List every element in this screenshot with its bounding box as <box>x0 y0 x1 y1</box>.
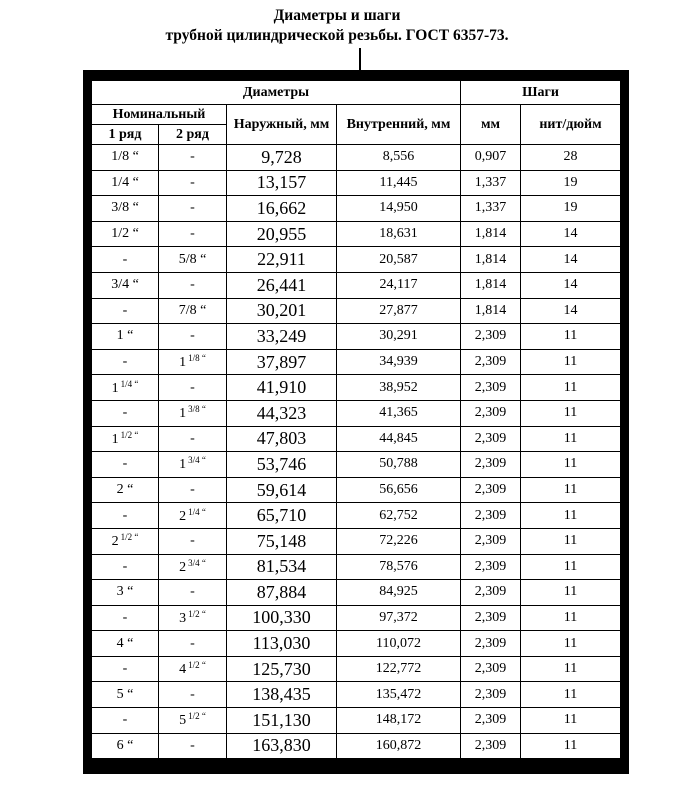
table-row <box>92 272 621 298</box>
threads-per-inch: 11 <box>521 528 621 554</box>
table-row <box>92 528 621 554</box>
table-row <box>92 605 621 631</box>
inner-diameter: 34,939 <box>337 349 461 375</box>
header-row1: 1 ряд <box>92 125 159 145</box>
row1-size: - <box>92 349 159 375</box>
inner-diameter: 78,576 <box>337 554 461 580</box>
pitch-mm: 2,309 <box>461 503 521 529</box>
pitch-mm: 2,309 <box>461 452 521 478</box>
outer-diameter: 75,148 <box>227 528 337 554</box>
row2-size: - <box>159 733 227 759</box>
threads-per-inch: 11 <box>521 554 621 580</box>
pitch-mm: 2,309 <box>461 400 521 426</box>
header-outer-diameter: Наружный, мм <box>227 105 337 145</box>
pitch-mm: 1,337 <box>461 170 521 196</box>
row1-size: 4 “ <box>92 631 159 657</box>
outer-diameter: 100,330 <box>227 605 337 631</box>
inner-diameter: 148,172 <box>337 708 461 734</box>
outer-diameter: 22,911 <box>227 247 337 273</box>
row2-size: 2 $^{1/4 “}$ <box>159 503 227 529</box>
table-row <box>92 426 621 452</box>
outer-diameter: 47,803 <box>227 426 337 452</box>
threads-per-inch: 11 <box>521 452 621 478</box>
table-row <box>92 324 621 350</box>
table-row <box>92 349 621 375</box>
table-body <box>92 145 621 759</box>
inner-diameter: 135,472 <box>337 682 461 708</box>
row2-size: - <box>159 682 227 708</box>
header-row2: 2 ряд <box>159 125 227 145</box>
pitch-mm: 1,337 <box>461 196 521 222</box>
threads-per-inch: 11 <box>521 733 621 759</box>
row2-size: 7/8 “ <box>159 298 227 324</box>
row2-size: 4 $^{1/2 “}$ <box>159 656 227 682</box>
inner-diameter: 50,788 <box>337 452 461 478</box>
pitch-mm: 2,309 <box>461 528 521 554</box>
pitch-mm: 2,309 <box>461 682 521 708</box>
row1-size: 3/4 “ <box>92 272 159 298</box>
pitch-mm: 2,309 <box>461 349 521 375</box>
row2-size: - <box>159 528 227 554</box>
threads-per-inch: 14 <box>521 247 621 273</box>
row2-size: - <box>159 145 227 171</box>
pitch-mm: 2,309 <box>461 631 521 657</box>
row1-size: - <box>92 554 159 580</box>
pitch-mm: 2,309 <box>461 324 521 350</box>
threads-per-inch: 11 <box>521 477 621 503</box>
row1-size: 1/8 “ <box>92 145 159 171</box>
row1-size: - <box>92 400 159 426</box>
threads-per-inch: 11 <box>521 426 621 452</box>
pitch-mm: 2,309 <box>461 733 521 759</box>
table-row <box>92 477 621 503</box>
header-diameters: Диаметры <box>92 81 461 105</box>
inner-diameter: 18,631 <box>337 221 461 247</box>
row2-size: - <box>159 170 227 196</box>
table-row <box>92 631 621 657</box>
row1-size: 3 “ <box>92 580 159 606</box>
inner-diameter: 97,372 <box>337 605 461 631</box>
header-pitch-tpi: нит/дюйм <box>521 105 621 145</box>
inner-diameter: 11,445 <box>337 170 461 196</box>
threads-per-inch: 28 <box>521 145 621 171</box>
pitch-mm: 1,814 <box>461 247 521 273</box>
outer-diameter: 59,614 <box>227 477 337 503</box>
row1-size: - <box>92 247 159 273</box>
row1-size: - <box>92 503 159 529</box>
table-row <box>92 503 621 529</box>
row2-size: - <box>159 426 227 452</box>
outer-diameter: 26,441 <box>227 272 337 298</box>
row2-size: - <box>159 324 227 350</box>
threads-per-inch: 11 <box>521 708 621 734</box>
header-pitches: Шаги <box>461 81 621 105</box>
outer-diameter: 138,435 <box>227 682 337 708</box>
table-row <box>92 145 621 171</box>
table-row <box>92 580 621 606</box>
row2-size: - <box>159 580 227 606</box>
threads-per-inch: 11 <box>521 503 621 529</box>
row1-size: - <box>92 298 159 324</box>
row2-size: 3 $^{1/2 “}$ <box>159 605 227 631</box>
pitch-mm: 2,309 <box>461 554 521 580</box>
threads-per-inch: 14 <box>521 298 621 324</box>
threads-per-inch: 11 <box>521 656 621 682</box>
row1-size: 5 “ <box>92 682 159 708</box>
row2-size: - <box>159 221 227 247</box>
table-row <box>92 452 621 478</box>
row2-size: 1 $^{3/8 “}$ <box>159 400 227 426</box>
outer-diameter: 65,710 <box>227 503 337 529</box>
threads-per-inch: 11 <box>521 682 621 708</box>
row2-size: - <box>159 477 227 503</box>
inner-diameter: 160,872 <box>337 733 461 759</box>
threads-per-inch: 11 <box>521 605 621 631</box>
outer-diameter: 87,884 <box>227 580 337 606</box>
outer-diameter: 53,746 <box>227 452 337 478</box>
outer-diameter: 13,157 <box>227 170 337 196</box>
header-pitch-mm: мм <box>461 105 521 145</box>
pitch-mm: 2,309 <box>461 426 521 452</box>
table-row <box>92 682 621 708</box>
row1-size: 6 “ <box>92 733 159 759</box>
page-title: Диаметры и шаги <box>273 7 401 24</box>
threads-per-inch: 19 <box>521 196 621 222</box>
inner-diameter: 30,291 <box>337 324 461 350</box>
inner-diameter: 38,952 <box>337 375 461 401</box>
inner-diameter: 8,556 <box>337 145 461 171</box>
table-row <box>92 375 621 401</box>
threads-per-inch: 14 <box>521 221 621 247</box>
title-connector-line <box>359 48 361 72</box>
row1-size: 3/8 “ <box>92 196 159 222</box>
row2-size: 5/8 “ <box>159 247 227 273</box>
row1-size: - <box>92 708 159 734</box>
pitch-mm: 2,309 <box>461 708 521 734</box>
threads-per-inch: 11 <box>521 375 621 401</box>
row1-size: 1 $^{1/2 “}$ <box>92 426 159 452</box>
row1-size: - <box>92 605 159 631</box>
pitch-mm: 2,309 <box>461 477 521 503</box>
threads-per-inch: 11 <box>521 400 621 426</box>
pitch-mm: 2,309 <box>461 656 521 682</box>
outer-diameter: 33,249 <box>227 324 337 350</box>
threads-per-inch: 14 <box>521 272 621 298</box>
table-row <box>92 400 621 426</box>
pitch-mm: 1,814 <box>461 221 521 247</box>
row2-size: 1 $^{3/4 “}$ <box>159 452 227 478</box>
row1-size: 2 $^{1/2 “}$ <box>92 528 159 554</box>
row2-size: - <box>159 631 227 657</box>
header-inner-diameter: Внутренний, мм <box>337 105 461 145</box>
table-row <box>92 196 621 222</box>
table-row <box>92 247 621 273</box>
inner-diameter: 41,365 <box>337 400 461 426</box>
table-row <box>92 170 621 196</box>
threads-per-inch: 11 <box>521 631 621 657</box>
header-nominal: Номинальный <box>92 105 227 125</box>
outer-diameter: 37,897 <box>227 349 337 375</box>
table-row <box>92 733 621 759</box>
outer-diameter: 9,728 <box>227 145 337 171</box>
row2-size: - <box>159 272 227 298</box>
inner-diameter: 14,950 <box>337 196 461 222</box>
row1-size: 1 $^{1/4 “}$ <box>92 375 159 401</box>
pitch-mm: 2,309 <box>461 375 521 401</box>
pitch-mm: 1,814 <box>461 298 521 324</box>
outer-diameter: 113,030 <box>227 631 337 657</box>
inner-diameter: 56,656 <box>337 477 461 503</box>
threads-per-inch: 11 <box>521 324 621 350</box>
outer-diameter: 20,955 <box>227 221 337 247</box>
outer-diameter: 125,730 <box>227 656 337 682</box>
outer-diameter: 163,830 <box>227 733 337 759</box>
pitch-mm: 2,309 <box>461 580 521 606</box>
outer-diameter: 81,534 <box>227 554 337 580</box>
row1-size: - <box>92 452 159 478</box>
inner-diameter: 110,072 <box>337 631 461 657</box>
row1-size: 1/4 “ <box>92 170 159 196</box>
row2-size: 1 $^{1/8 “}$ <box>159 349 227 375</box>
threads-per-inch: 11 <box>521 349 621 375</box>
outer-diameter: 41,910 <box>227 375 337 401</box>
thread-table <box>91 80 621 759</box>
row2-size: 2 $^{3/4 “}$ <box>159 554 227 580</box>
inner-diameter: 122,772 <box>337 656 461 682</box>
table-row <box>92 554 621 580</box>
table-row <box>92 298 621 324</box>
table-row <box>92 221 621 247</box>
row2-size: 5 $^{1/2 “}$ <box>159 708 227 734</box>
page-subtitle: трубной цилиндрической резьбы. ГОСТ 6357-73. <box>165 27 509 44</box>
table-row <box>92 708 621 734</box>
row1-size: 2 “ <box>92 477 159 503</box>
pitch-mm: 2,309 <box>461 605 521 631</box>
row1-size: - <box>92 656 159 682</box>
inner-diameter: 27,877 <box>337 298 461 324</box>
row1-size: 1/2 “ <box>92 221 159 247</box>
outer-diameter: 151,130 <box>227 708 337 734</box>
inner-diameter: 44,845 <box>337 426 461 452</box>
row2-size: - <box>159 375 227 401</box>
pitch-mm: 1,814 <box>461 272 521 298</box>
inner-diameter: 20,587 <box>337 247 461 273</box>
inner-diameter: 84,925 <box>337 580 461 606</box>
inner-diameter: 62,752 <box>337 503 461 529</box>
outer-diameter: 30,201 <box>227 298 337 324</box>
row2-size: - <box>159 196 227 222</box>
threads-per-inch: 19 <box>521 170 621 196</box>
threads-per-inch: 11 <box>521 580 621 606</box>
outer-diameter: 16,662 <box>227 196 337 222</box>
table-row <box>92 656 621 682</box>
inner-diameter: 72,226 <box>337 528 461 554</box>
inner-diameter: 24,117 <box>337 272 461 298</box>
pitch-mm: 0,907 <box>461 145 521 171</box>
row1-size: 1 “ <box>92 324 159 350</box>
outer-diameter: 44,323 <box>227 400 337 426</box>
